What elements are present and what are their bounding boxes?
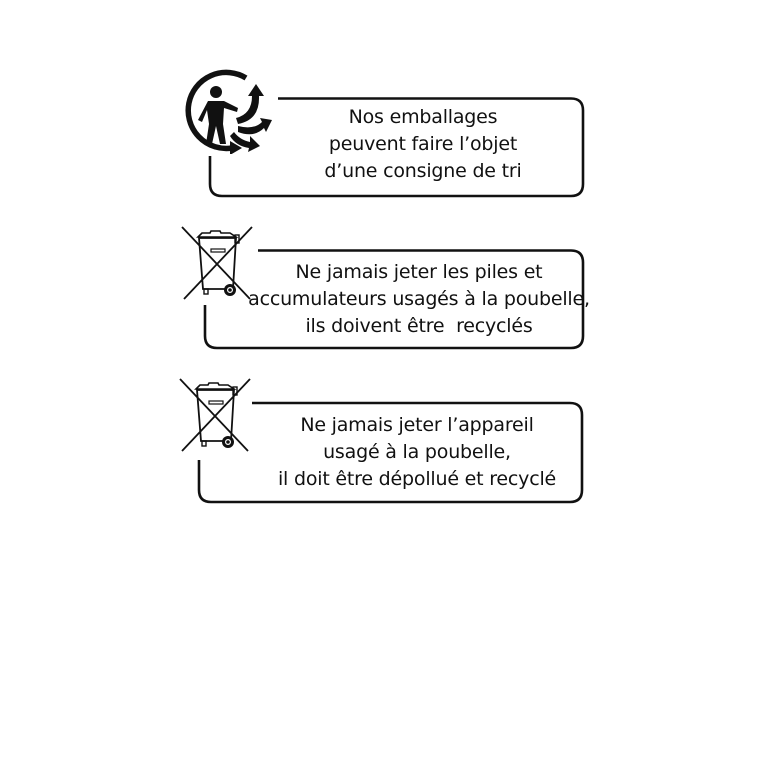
notice-line: ils doivent être recyclés [305,315,533,337]
notice-line: usagé à la poubelle, [323,441,511,463]
notice-line: d’une consigne de tri [324,160,522,182]
notice-line: il doit être dépollué et recyclé [277,468,557,490]
notice-line: Nos emballages [348,106,498,128]
notice-text [252,412,582,493]
notice-line: Ne jamais jeter l’appareil [300,414,534,436]
notice-line: accumulateurs usagés à la poubelle, [248,288,590,310]
notice-line: Ne jamais jeter les piles et [295,261,543,283]
notice-line: peuvent faire l’objet [328,133,518,155]
crossed-out-wheelie-bin-icon [178,377,252,453]
